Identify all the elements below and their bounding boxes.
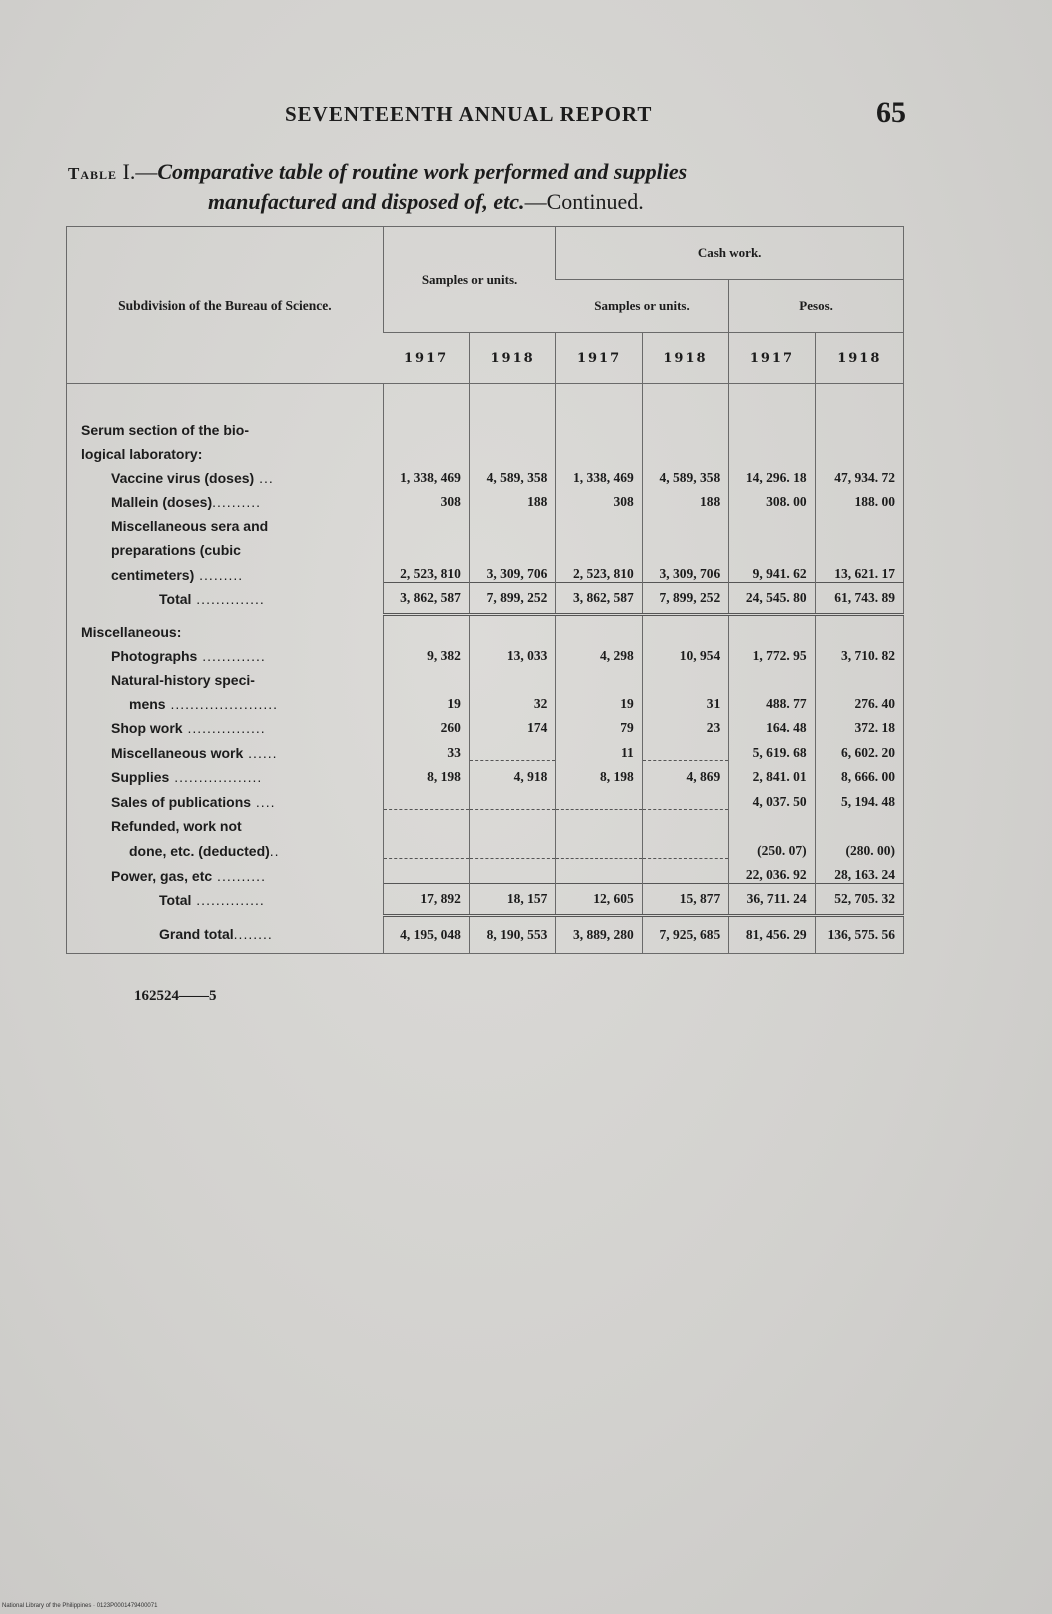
row-label: logical laboratory: [81,446,203,462]
table-row [67,615,904,641]
cell: 9, 941. 62 [729,558,815,583]
table-row [67,736,904,761]
report-title: SEVENTEENTH ANNUAL REPORT [285,102,653,126]
cell: 7, 925, 685 [642,916,728,954]
table-row [67,712,904,736]
cell: 164. 48 [729,712,815,736]
cell: 81, 456. 29 [729,916,815,954]
cell: 28, 163. 24 [815,859,903,884]
row-label: Vaccine virus (doses) ... [111,470,274,486]
cell: 188 [469,486,555,510]
header-pesos: Pesos. [729,280,904,333]
spacer-row [67,384,904,415]
row-label: centimeters) ......... [111,566,244,583]
table-row-grand-total [67,916,904,954]
cell: 1, 338, 469 [556,462,642,486]
cell: 3, 309, 706 [469,558,555,583]
cell: 5, 619. 68 [729,736,815,761]
cell [642,834,728,859]
year-header: 1917 [729,333,815,384]
cell: 2, 523, 810 [383,558,469,583]
cell: 4, 195, 048 [383,916,469,954]
table-row [67,664,904,688]
row-label: Natural-history speci- [111,672,255,688]
table-row [67,688,904,712]
row-label: Power, gas, etc .......... [111,867,266,884]
scan-attribution: National Library of the Philippines · 0123P0001479400071 [2,1603,158,1609]
year-header: 1917 [383,333,469,384]
cell: 13, 621. 17 [815,558,903,583]
table-row [67,859,904,884]
caption-number: I.— [122,159,158,184]
cell: 32 [469,688,555,712]
cell: 7, 899, 252 [469,583,555,615]
cell [469,834,555,859]
cell: 22, 036. 92 [729,859,815,884]
table-row [67,438,904,462]
table-row [67,640,904,664]
row-label: Photographs ............. [111,648,266,664]
cell: 6, 602. 20 [815,736,903,761]
cell: 4, 589, 358 [642,462,728,486]
cell: 79 [556,712,642,736]
cell: 1, 772. 95 [729,640,815,664]
table-caption [68,158,908,216]
table-row [67,810,904,835]
row-label: Shop work ................ [111,720,266,736]
header-subdivision: Subdivision of the Bureau of Science. [67,227,384,384]
cell: 36, 711. 24 [729,884,815,916]
row-label: Serum section of the bio- [81,422,250,438]
cell: 188 [642,486,728,510]
cell: 8, 190, 553 [469,916,555,954]
cell: 4, 589, 358 [469,462,555,486]
caption-lead: Table [68,164,118,183]
table-row [67,534,904,558]
data-table [66,226,904,954]
caption-line2 [68,188,908,216]
cell: 7, 899, 252 [642,583,728,615]
caption-tail: —Continued. [524,189,644,214]
cell: 3, 862, 587 [556,583,642,615]
header-cash-samples: Samples or units. [556,280,729,333]
cell: 47, 934. 72 [815,462,903,486]
cell [642,736,728,761]
table-row [67,761,904,786]
cell: 136, 575. 56 [815,916,903,954]
table-row [67,414,904,438]
cell [469,859,555,884]
year-header: 1918 [469,333,555,384]
row-label: Miscellaneous sera and [111,518,269,534]
cell: 11 [556,736,642,761]
table-row [67,558,904,583]
cell: 17, 892 [383,884,469,916]
cell: 2, 523, 810 [556,558,642,583]
cell: 19 [383,688,469,712]
cell: 31 [642,688,728,712]
header-samples-units: Samples or units. [383,227,556,333]
cell: 276. 40 [815,688,903,712]
routine-work-table [66,226,904,980]
cell: 52, 705. 32 [815,884,903,916]
header-row-1 [67,227,904,280]
header-cash-work: Cash work. [556,227,904,280]
year-header: 1917 [556,333,642,384]
cell: (280. 00) [815,834,903,859]
footer-code: 162524——5 [134,988,217,1004]
cell: 4, 918 [469,761,555,786]
cell: 61, 743. 89 [815,583,903,615]
cell: 18, 157 [469,884,555,916]
cell: 3, 710. 82 [815,640,903,664]
cell: 12, 605 [556,884,642,916]
cell [556,859,642,884]
cell: 3, 889, 280 [556,916,642,954]
table-row [67,462,904,486]
row-label: done, etc. (deducted).. [129,842,280,859]
cell [469,785,555,810]
page-number: 65 [876,96,906,129]
row-label: Refunded, work not [111,818,242,834]
table-row-total [67,583,904,615]
table-row [67,486,904,510]
cell: 308. 00 [729,486,815,510]
cell: 308 [383,486,469,510]
cell: 8, 198 [556,761,642,786]
row-label: mens ...................... [129,696,279,712]
row-label: Sales of publications .... [111,793,276,810]
cell: 2, 841. 01 [729,761,815,786]
cell: 4, 298 [556,640,642,664]
cell: 308 [556,486,642,510]
cell: 260 [383,712,469,736]
cell: 24, 545. 80 [729,583,815,615]
cell: 10, 954 [642,640,728,664]
cell [556,785,642,810]
cell [383,859,469,884]
table-row-total [67,884,904,916]
table-row [67,785,904,810]
cell: 15, 877 [642,884,728,916]
table-row [67,510,904,534]
caption-italic-line1: Comparative table of routine work performed and supplies [157,159,688,184]
row-label: Mallein (doses).......... [111,494,262,510]
cell [642,785,728,810]
cell: 23 [642,712,728,736]
cell: 5, 194. 48 [815,785,903,810]
cell [383,834,469,859]
cell: 3, 309, 706 [642,558,728,583]
cell: 1, 338, 469 [383,462,469,486]
row-label: preparations (cubic [111,542,241,558]
cell [469,736,555,761]
cell: 33 [383,736,469,761]
row-label: Supplies .................. [111,769,263,785]
cell: 4, 869 [642,761,728,786]
cell: 13, 033 [469,640,555,664]
cell [556,834,642,859]
row-label: Total .............. [159,891,265,908]
cell: 372. 18 [815,712,903,736]
row-label: Miscellaneous work ...... [111,744,278,761]
row-label: Grand total........ [159,926,273,943]
cell: 9, 382 [383,640,469,664]
row-label: Miscellaneous: [81,624,182,640]
caption-italic-line2: manufactured and disposed of, etc. [208,189,525,214]
cell: 188. 00 [815,486,903,510]
cell: 8, 198 [383,761,469,786]
cell: (250. 07) [729,834,815,859]
cell [642,859,728,884]
row-label: Total .............. [159,590,265,607]
year-header: 1918 [815,333,903,384]
year-header: 1918 [642,333,728,384]
running-header [0,96,1052,136]
cell: 8, 666. 00 [815,761,903,786]
table-row [67,834,904,859]
cell: 174 [469,712,555,736]
cell: 488. 77 [729,688,815,712]
cell: 14, 296. 18 [729,462,815,486]
cell: 4, 037. 50 [729,785,815,810]
cell [383,785,469,810]
cell: 3, 862, 587 [383,583,469,615]
cell: 19 [556,688,642,712]
